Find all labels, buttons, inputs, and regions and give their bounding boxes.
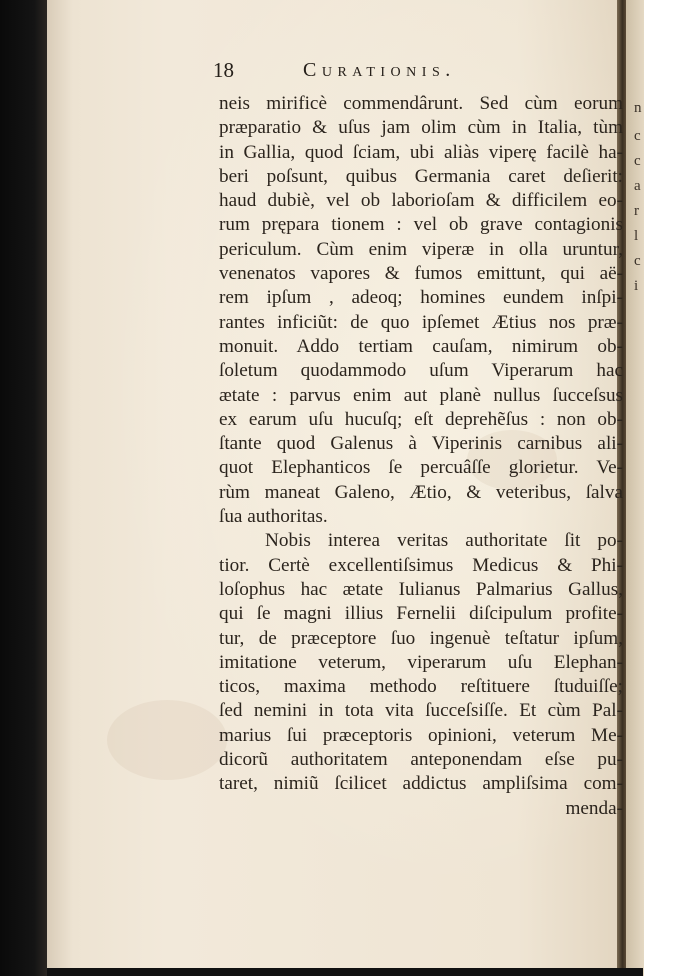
text-line: periculum. Cùm enim viperæ in olla uruntur,	[219, 238, 623, 260]
text-line: præparatio & uſus jam olim cùm in Italia, tùm	[219, 117, 623, 139]
text-line: venenatos vapores & fumos emittunt, qui aë-	[219, 263, 623, 285]
text-line: dicorũ authoritatem anteponendam eſse pu-	[219, 749, 623, 771]
page-number: 18	[213, 58, 234, 82]
facing-page-letter: l	[634, 228, 639, 244]
text-line: rùm maneat Galeno, Ætio, & veteribus, ſalva	[219, 481, 623, 503]
facing-page-letter: c	[634, 128, 641, 144]
text-line: monuit. Addo tertiam cauſam, nimirum ob-	[219, 335, 623, 357]
text-line: ſtante quod Galenus à Viperinis carnibus ali-	[219, 433, 623, 455]
facing-page-edge	[626, 0, 644, 976]
text-line: menda-	[565, 797, 623, 819]
facing-page-letter: n	[634, 100, 642, 116]
text-line: rem ipſum , adeoq; homines eundem inſpi-	[219, 287, 623, 309]
text-line: beri poſsunt, quibus Germania caret deſierit:	[219, 165, 623, 187]
text-line: in Gallia, quod ſciam, ubi aliàs viperę facilè ha-	[219, 141, 623, 163]
running-title: Curationis.	[303, 59, 456, 81]
text-line: ſed nemini in tota vita ſucceſsiſſe. Et cùm Pal-	[219, 700, 623, 722]
text-line: ticos, maxima methodo reſtituere ſtuduiſſe;	[219, 676, 623, 698]
facing-page-letter: c	[634, 253, 641, 269]
text-line: quot Elephanticos ſe percuâſſe glorietur. Ve-	[219, 457, 623, 479]
text-line: taret, nimiũ ſcilicet addictus ampliſsima com-	[219, 773, 623, 795]
text-line: loſophus hac ætate Iulianus Palmarius Gallus,	[219, 578, 623, 600]
scanner-bottom-border	[47, 968, 643, 976]
text-line: rum prępara tionem : vel ob grave contagionis	[219, 214, 623, 236]
text-line: neis mirificè commendârunt. Sed cùm eorum	[219, 93, 623, 114]
paper-stain	[107, 700, 227, 780]
facing-page-letter: r	[634, 203, 639, 219]
text-line: Nobis interea veritas authoritate ſit po-	[265, 530, 623, 552]
text-line: qui ſe magni illius Fernelii diſcipulum profite-	[219, 603, 623, 625]
text-line: imitatione veterum, viperarum uſu Elephan-	[219, 651, 623, 673]
text-line: tur, de præceptore ſuo ingenuè teſtatur ipſum,	[219, 627, 623, 649]
text-line: ſua authoritas.	[219, 506, 328, 528]
text-line: marius ſui præceptoris opinioni, veterum Me-	[219, 724, 623, 746]
text-line: haud dubiè, vel ob laborioſam & difficilem eo-	[219, 190, 623, 212]
body-text	[219, 92, 623, 821]
facing-page-letter: c	[634, 153, 641, 169]
scan-background	[644, 0, 690, 976]
facing-page-letter: a	[634, 178, 641, 194]
text-line: ex earum uſu hucuſq; eſt deprehẽſus : non ob-	[219, 408, 623, 430]
facing-page-letter: i	[634, 278, 639, 294]
text-line: rantes inficiũt: de quo ipſemet Ætius nos præ-	[219, 311, 623, 333]
scanner-left-border	[0, 0, 47, 976]
text-line: ſoletum quodammodo uſum Viperarum hac	[219, 360, 623, 382]
text-line: ætate : parvus enim aut planè nullus ſucceſsus	[219, 384, 623, 406]
page-header	[211, 58, 551, 84]
text-line: tior. Certè excellentiſsimus Medicus & Phi-	[219, 554, 623, 576]
